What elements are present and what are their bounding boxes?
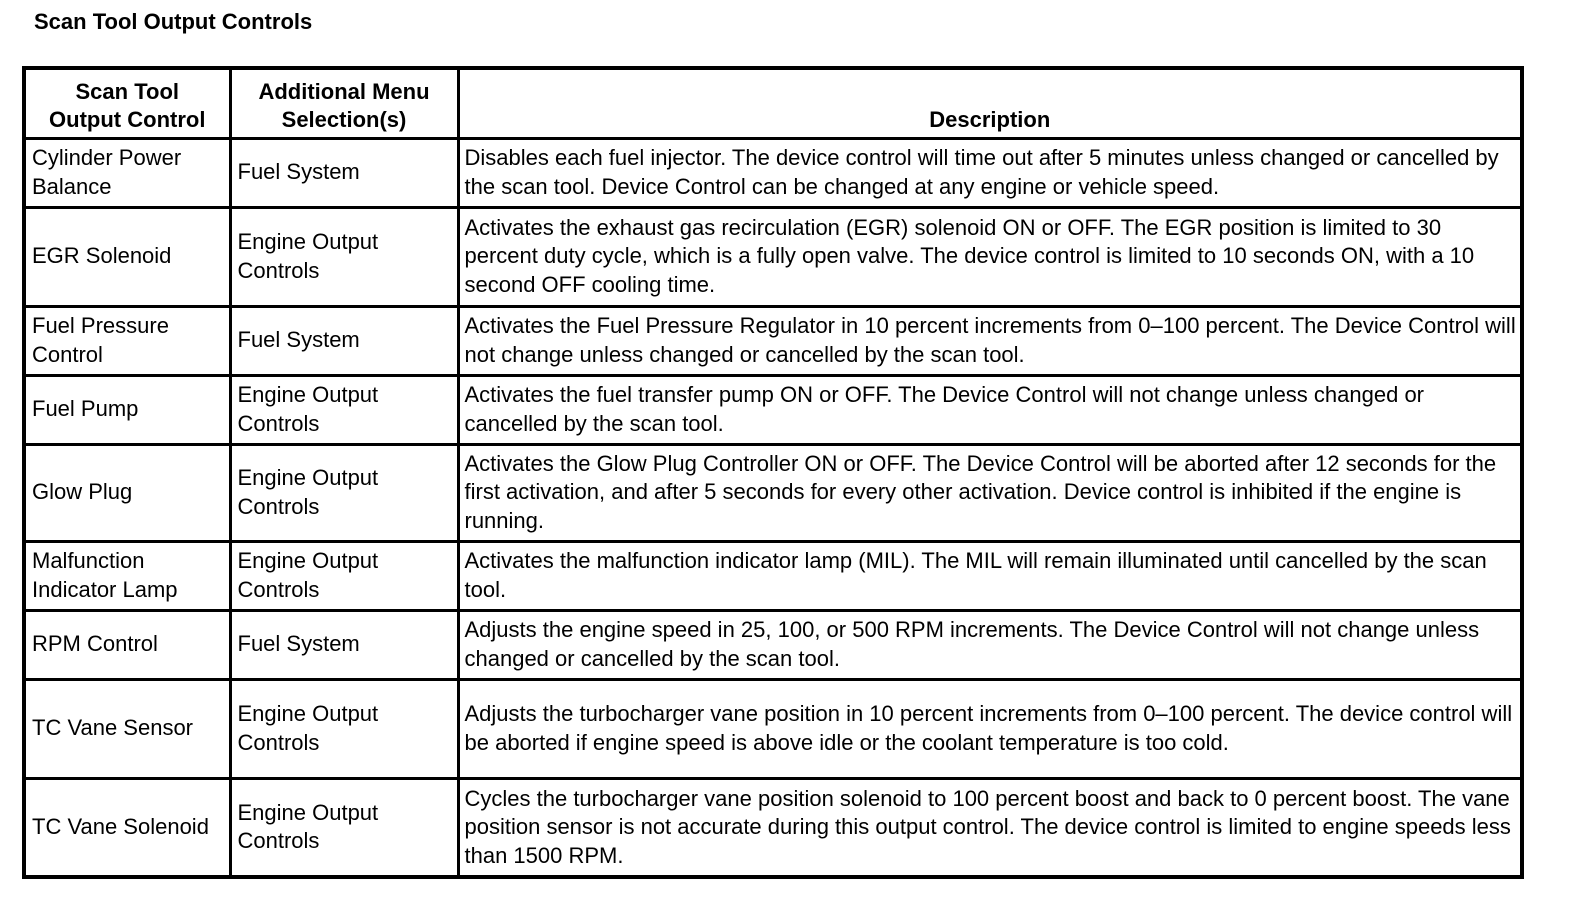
cell-menu-selection: Engine Output Controls: [230, 778, 458, 877]
cell-menu-selection: Fuel System: [230, 138, 458, 207]
header-line: Scan Tool: [75, 78, 179, 104]
cell-output-control: Fuel Pressure Control: [24, 306, 230, 375]
cell-output-control: Malfunction Indicator Lamp: [24, 541, 230, 610]
cell-description: Activates the Fuel Pressure Regulator in 10 percent increments from 0–100 percent. The Device Control will not change unless changed or cancelled by the scan tool.: [458, 306, 1522, 375]
header-additional-menu-selections: [230, 68, 458, 138]
cell-menu-selection: Engine Output Controls: [230, 541, 458, 610]
table-row: [24, 778, 1522, 877]
table-row: [24, 541, 1522, 610]
cell-description: Activates the fuel transfer pump ON or OFF. The Device Control will not change unless changed or cancelled by the scan tool.: [458, 375, 1522, 444]
table-row: [24, 207, 1522, 306]
header-line: Additional Menu: [258, 78, 430, 104]
cell-output-control: TC Vane Sensor: [24, 679, 230, 778]
cell-menu-selection: Engine Output Controls: [230, 444, 458, 541]
table-row: [24, 138, 1522, 207]
header-scan-tool-output-control: [24, 68, 230, 138]
cell-description: Cycles the turbocharger vane position solenoid to 100 percent boost and back to 0 percent boost. The vane position sensor is not accurate during this output control. The device control is limited to engine speeds less than 1500 RPM.: [458, 778, 1522, 877]
cell-menu-selection: Engine Output Controls: [230, 679, 458, 778]
output-controls-table: [22, 66, 1524, 879]
cell-description: Activates the malfunction indicator lamp (MIL). The MIL will remain illuminated until cancelled by the scan tool.: [458, 541, 1522, 610]
table-row: [24, 444, 1522, 541]
table-row: [24, 375, 1522, 444]
cell-menu-selection: Fuel System: [230, 306, 458, 375]
cell-description: Activates the exhaust gas recirculation (EGR) solenoid ON or OFF. The EGR position is limited to 30 percent duty cycle, which is a fully open valve. The device control is limited to 10 seconds ON, with a 10 second OFF cooling time.: [458, 207, 1522, 306]
header-line: Output Control: [49, 107, 206, 132]
cell-output-control: EGR Solenoid: [24, 207, 230, 306]
table-row: [24, 610, 1522, 679]
cell-description: Disables each fuel injector. The device control will time out after 5 minutes unless changed or cancelled by the scan tool. Device Control can be changed at any engine or vehicle speed.: [458, 138, 1522, 207]
table-header-row: [24, 68, 1522, 138]
table-row: [24, 306, 1522, 375]
cell-menu-selection: Engine Output Controls: [230, 207, 458, 306]
header-description: [458, 68, 1522, 138]
cell-output-control: Fuel Pump: [24, 375, 230, 444]
page-title: Scan Tool Output Controls: [34, 9, 313, 34]
cell-output-control: Glow Plug: [24, 444, 230, 541]
cell-description: Activates the Glow Plug Controller ON or OFF. The Device Control will be aborted after 12 seconds for the first activation, and after 5 seconds for every other activation. Device control is inhibited if the engine is running.: [458, 444, 1522, 541]
cell-output-control: RPM Control: [24, 610, 230, 679]
cell-menu-selection: Engine Output Controls: [230, 375, 458, 444]
cell-output-control: Cylinder Power Balance: [24, 138, 230, 207]
cell-description: Adjusts the engine speed in 25, 100, or 500 RPM increments. The Device Control will not change unless changed or cancelled by the scan tool.: [458, 610, 1522, 679]
cell-output-control: TC Vane Solenoid: [24, 778, 230, 877]
cell-menu-selection: Fuel System: [230, 610, 458, 679]
header-line: Description: [929, 107, 1051, 132]
cell-description: Adjusts the turbocharger vane position in 10 percent increments from 0–100 percent. The device control will be aborted if engine speed is above idle or the coolant temperature is too cold.: [458, 679, 1522, 778]
header-line: Selection(s): [281, 107, 407, 132]
table-row: [24, 679, 1522, 778]
